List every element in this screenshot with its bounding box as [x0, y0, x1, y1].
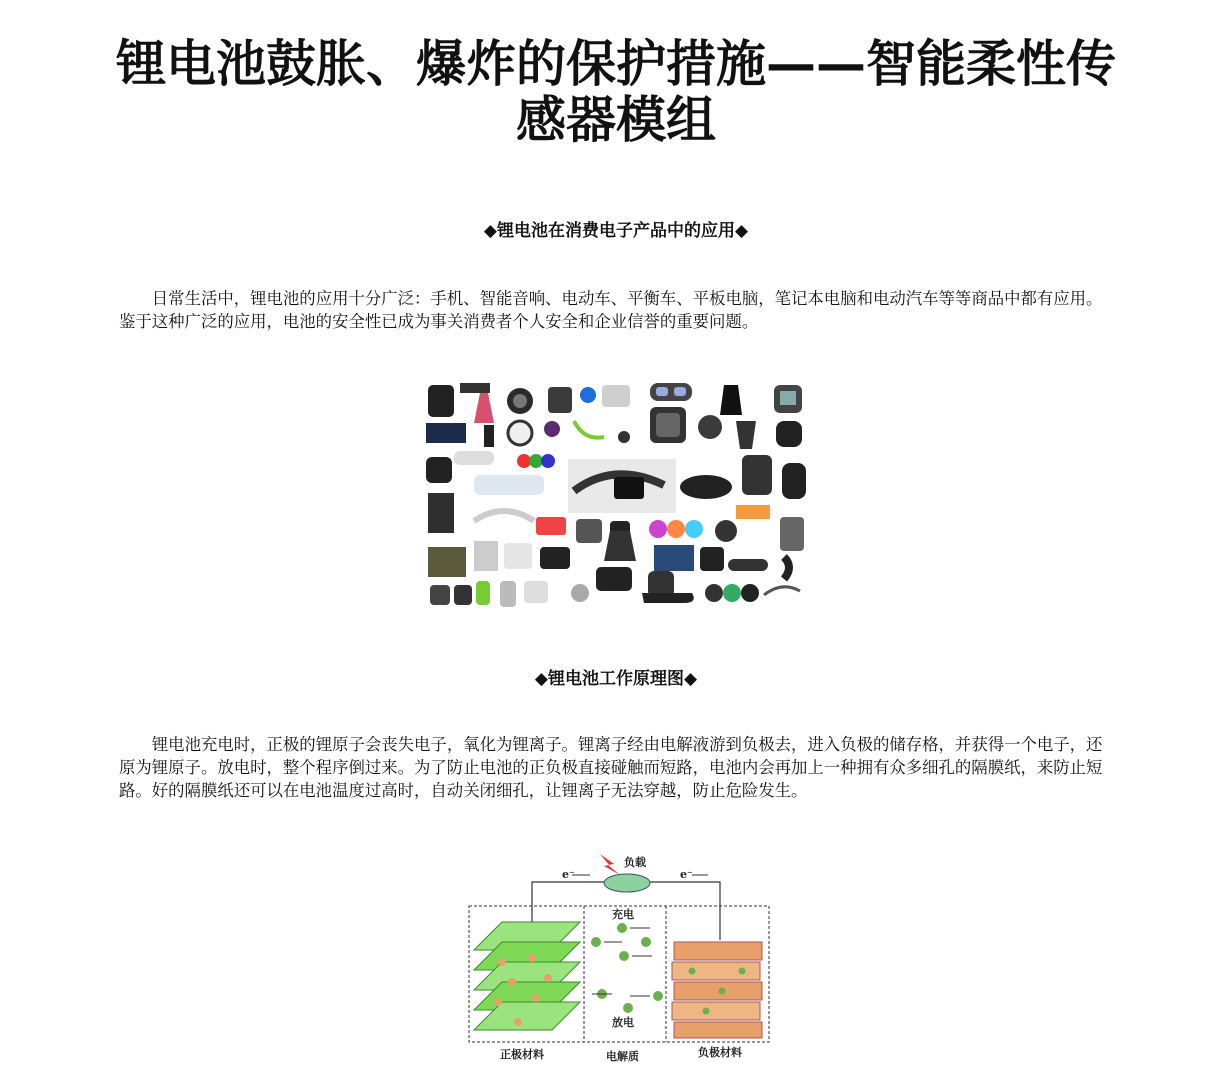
load-component: [604, 874, 650, 892]
discharge-label: 放电: [612, 1016, 634, 1029]
cathode-layers: [474, 922, 580, 1030]
section-heading-working-principle: ◆锂电池工作原理图◆: [534, 669, 698, 689]
consumer-electronics-collage: [424, 381, 808, 609]
electron-left-label: e⁻: [562, 868, 575, 881]
battery-working-diagram: [462, 850, 772, 1065]
section-heading-applications: ◆锂电池在消费电子产品中的应用◆: [483, 221, 749, 241]
paragraph-working-principle: 锂电池充电时，正极的锂原子会丧失电子，氧化为锂离子。锂离子经由电解液游到负极去，进入负极的储存格，并获得一个电子，还原为锂原子。放电时，整个程序倒过来。为了防止电池的正负极直接碰触而短路，电池内会再加上一种拥有众多细孔的隔膜纸，来防止短路。好的隔膜纸还可以在电池温度过高时，自动关闭细孔，让锂离子无法穿越，防止危险发生。: [119, 735, 1103, 800]
page-title: 锂电池鼓胀、爆炸的保护措施——智能柔性传感器模组: [116, 35, 1116, 149]
collage-graphic: [424, 381, 808, 609]
paragraph-applications: 日常生活中，锂电池的应用十分广泛：手机、智能音响、电动车、平衡车、平板电脑，笔记本电脑和电动汽车等等商品中都有应用。鉴于这种广泛的应用，电池的安全性已成为事关消费者个人安全和企业信誉的重要问题。: [119, 289, 1103, 331]
anode-blocks: [672, 942, 762, 1038]
electrolyte-label: 电解质: [606, 1050, 639, 1063]
cathode-label: 正极材料: [500, 1048, 544, 1061]
load-label: 负载: [624, 856, 646, 869]
charge-label: 充电: [612, 908, 634, 921]
battery-diagram-graphic: [462, 850, 772, 1065]
lightning-bolt-icon: [600, 854, 620, 875]
anode-label: 负极材料: [698, 1046, 742, 1059]
electron-right-label: e⁻: [680, 868, 693, 881]
